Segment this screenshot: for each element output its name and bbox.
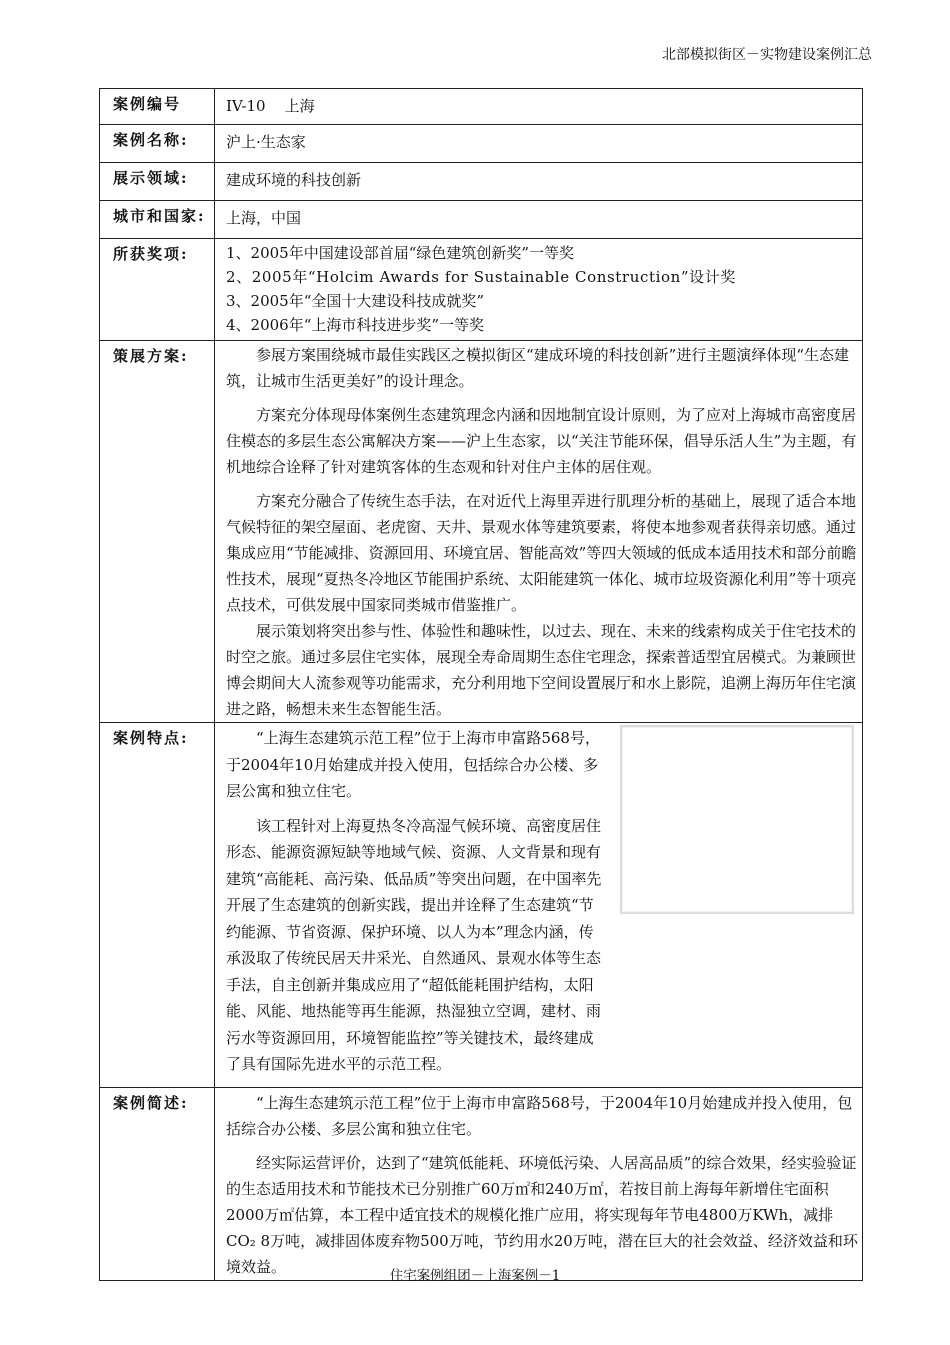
features-layout — [226, 725, 862, 1078]
awards-list — [215, 239, 863, 341]
case-name-label: 案例名称: — [100, 125, 215, 163]
plan-paragraph: 方案充分体现母体案例生态建筑理念内涵和因地制宜设计原则，为了应对上海城市高密度居住模态的多层生态公寓解决方案——沪上生态家，以“关注节能环保，倡导乐活人生”为主题，有机地综合诠释了针对建筑客体的生态观和针对住户主体的居住观。 — [226, 406, 857, 476]
plan-text — [215, 341, 863, 723]
row-city — [100, 201, 863, 239]
document-header: 北部模拟街区－实物建设案例汇总 — [662, 47, 872, 63]
features-label: 案例特点: — [100, 723, 215, 1088]
case-table — [99, 88, 863, 1281]
field-value: 建成环境的科技创新 — [215, 163, 863, 201]
row-field — [100, 163, 863, 201]
project-photo-placeholder — [620, 725, 854, 914]
plan-paragraph: 方案充分融合了传统生态手法，在对近代上海里弄进行肌理分析的基础上，展现了适合本地气候特征的架空屋面、老虎窗、天井、景观水体等建筑要素，将使本地参观者获得亲切感。通过集成应用“节能减排、资源回用、环境宜居、智能高效”等四大领域的低成本适用技术和部分前瞻性技术，展现“夏热冬冷地区节能围护系统、太阳能建筑一体化、城市垃圾资源化利用”等十项亮点技术，可供发展中国家同类城市借鉴推广。 — [226, 492, 857, 614]
row-plan — [100, 341, 863, 723]
award-item: 1、2005年中国建设部首届“绿色建筑创新奖”一等奖 — [226, 244, 575, 262]
city-label: 城市和国家: — [100, 201, 215, 239]
features-cell — [215, 723, 863, 1088]
award-item: 3、2005年“全国十大建设科技成就奖” — [226, 292, 485, 310]
field-label: 展示领域: — [100, 163, 215, 201]
row-case-name — [100, 125, 863, 163]
summary-paragraph: “上海生态建筑示范工程”位于上海市申富路568号，于2004年10月始建成并投入使用，包括综合办公楼、多层公寓和独立住宅。 — [226, 1094, 853, 1138]
row-summary — [100, 1088, 863, 1281]
summary-paragraph: 经实际运营评价，达到了“建筑低能耗、环境低污染、人居高品质”的综合效果，经实验验证的生态适用技术和节能技术已分别推广60万㎡和240万㎡，若按目前上海每年新增住宅面积2000万㎡估算，本工程中适宜技术的规模化推广应用，将实现每年节电4800万KWh，减排CO₂ 8万吨，减排固体废弃物500万吨，节约用水20万吨，潜在巨大的社会效益、经济效益和环境效益。 — [226, 1154, 858, 1276]
award-item: 2、2005年“Holcim Awards for Sustainable Construction”设计奖 — [226, 268, 736, 286]
summary-text — [215, 1088, 863, 1281]
plan-paragraph: 展示策划将突出参与性、体验性和趣味性，以过去、现在、未来的线索构成关于住宅技术的时空之旅。通过多层住宅实体，展现全寿命周期生态住宅理念，探索普适型宜居模式。为兼顾世博会期间大人流参观等功能需求，充分利用地下空间设置展厅和水上影院，追溯上海历年住宅演进之路，畅想未来生态智能生活。 — [226, 622, 857, 718]
case-number-value: IV-10 上海 — [215, 89, 863, 125]
document-footer: 住宅案例组团－上海案例－1 — [389, 1268, 561, 1284]
row-case-number — [100, 89, 863, 125]
case-name-value: 沪上·生态家 — [215, 125, 863, 163]
features-text — [226, 725, 608, 1078]
summary-label: 案例简述: — [100, 1088, 215, 1281]
case-number-label: 案例编号 — [100, 89, 215, 125]
city-value: 上海，中国 — [215, 201, 863, 239]
features-paragraph: “上海生态建筑示范工程”位于上海市申富路568号，于2004年10月始建成并投入使用，包括综合办公楼、多层公寓和独立住宅。 — [226, 729, 600, 800]
plan-paragraph: 参展方案围绕城市最佳实践区之模拟街区“建成环境的科技创新”进行主题演绎体现“生态建筑，让城市生活更美好”的设计理念。 — [226, 346, 850, 390]
row-features — [100, 723, 863, 1088]
awards-label: 所获奖项: — [100, 239, 215, 341]
award-item: 4、2006年“上海市科技进步奖”一等奖 — [226, 316, 485, 334]
plan-label: 策展方案: — [100, 341, 215, 723]
row-awards — [100, 239, 863, 341]
features-paragraph: 该工程针对上海夏热冬冷高湿气候环境、高密度居住形态、能源资源短缺等地域气候、资源、人文背景和现有建筑“高能耗、高污染、低品质”等突出问题，在中国率先开展了生态建筑的创新实践，提出并诠释了生态建筑“节约能源、节省资源、保护环境、以人为本”理念内涵，传承汲取了传统民居天井采光、自然通风、景观水体等生态手法，自主创新并集成应用了“超低能耗围护结构，太阳能、风能、地热能等再生能源，热湿独立空调，建材、雨污水等资源回用，环境智能监控”等关键技术，最终建成了具有国际先进水平的示范工程。 — [226, 816, 602, 1073]
